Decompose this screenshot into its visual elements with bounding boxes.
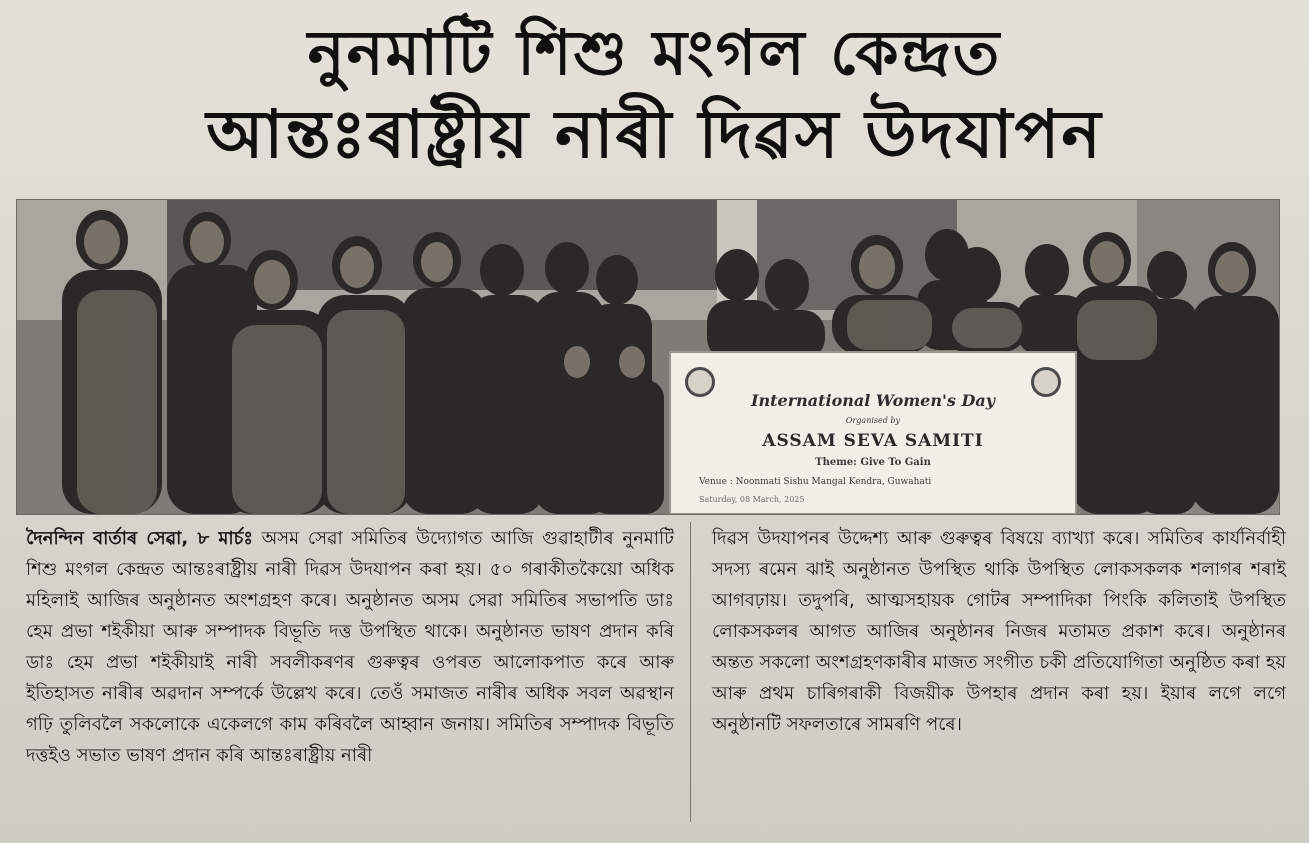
- banner-date: Saturday, 08 March, 2025: [699, 495, 805, 504]
- article-column-left: [26, 523, 674, 771]
- left-emblem-icon: [685, 367, 715, 397]
- article-body-left: অসম সেৱা সমিতিৰ উদ্যোগত আজি গুৱাহাটীৰ নুনমাটি শিশু মংগল কেন্দ্ৰত আন্তঃৰাষ্ট্ৰীয় নাৰী দিৱস উদযাপন কৰা হয়। ৫০ গৰাকীতকৈয়ো অধিক মহিলাই আজিৰ অনুষ্ঠানত অংশগ্ৰহণ কৰে। অনুষ্ঠানত অসম সেৱা সমিতিৰ সভাপতি ডাঃ হেম প্ৰভা শইকীয়া আৰু সম্পাদক বিভূতি দত্ত উপস্থিত থাকে। অনুষ্ঠানত ভাষণ প্ৰদান কৰি ডাঃ হেম প্ৰভা শইকীয়াই নাৰী সবলীকৰণৰ গুৰুত্বৰ ওপৰত আলোকপাত কৰে আৰু ইতিহাসত নাৰীৰ অৱদান সম্পৰ্কে উল্লেখ কৰে। তেওঁ সমাজত নাৰীৰ অধিক সবল অৱস্থান গঢ়ি তুলিবলৈ সকলোকে একেলগে কাম কৰিবলৈ আহ্বান জনায়। সমিতিৰ সম্পাদক বিভূতি দত্তইও সভাত ভাষণ প্ৰদান কৰি আন্তঃৰাষ্ট্ৰীয় নাৰী: [26, 528, 674, 766]
- article-body-right: দিৱস উদযাপনৰ উদ্দেশ্য আৰু গুৰুত্বৰ বিষয়ে ব্যাখ্যা কৰে। সমিতিৰ কাৰ্যনিৰ্বাহী সদস্য ৰমেন ঝাই অনুষ্ঠানত উপস্থিত থাকি উপস্থিত লোকসকলক শলাগৰ শৰাই আগবঢ়ায়। তদুপৰি, আত্মসহায়ক গোটৰ সম্পাদিকা পিংকি কলিতাই উপস্থিত লোকসকলৰ আগত আজিৰ অনুষ্ঠানৰ নিজৰ মতামত প্ৰকাশ কৰে। অনুষ্ঠানৰ অন্তত সকলো অংশগ্ৰহণকাৰীৰ মাজত সংগীত চকী প্ৰতিযোগিতা অনুষ্ঠিত কৰা হয় আৰু প্ৰথম চাৰিগৰাকী বিজয়ীক উপহাৰ প্ৰদান কৰা হয়। ইয়াৰ লগে লগে অনুষ্ঠানটি সফলতাৰে সামৰণি পৰে।: [712, 528, 1286, 735]
- article-dateline: দৈনন্দিন বাৰ্তাৰ সেৱা, ৮ মাৰ্চঃ: [26, 528, 253, 549]
- event-group-photo: [16, 199, 1280, 515]
- banner-theme: Theme: Give To Gain: [815, 457, 931, 468]
- column-divider: [690, 522, 691, 822]
- headline-line-1: নুনমাটি শিশু মংগল কেন্দ্ৰত: [307, 16, 1002, 89]
- article-column-right: [712, 523, 1286, 740]
- right-emblem-icon: [1031, 367, 1061, 397]
- banner-title: International Women's Day: [751, 391, 995, 410]
- headline: [0, 14, 1309, 178]
- photo-scene: [17, 200, 1279, 514]
- headline-line-2: আন্তঃৰাষ্ট্ৰীয় নাৰী দিৱস উদযাপন: [206, 96, 1103, 173]
- banner-organization: ASSAM SEVA SAMITI: [762, 431, 984, 451]
- event-banner: [669, 351, 1077, 515]
- banner-venue: Venue : Noonmati Sishu Mangal Kendra, Guwahati: [699, 477, 932, 487]
- banner-organised-by: Organised by: [845, 416, 901, 425]
